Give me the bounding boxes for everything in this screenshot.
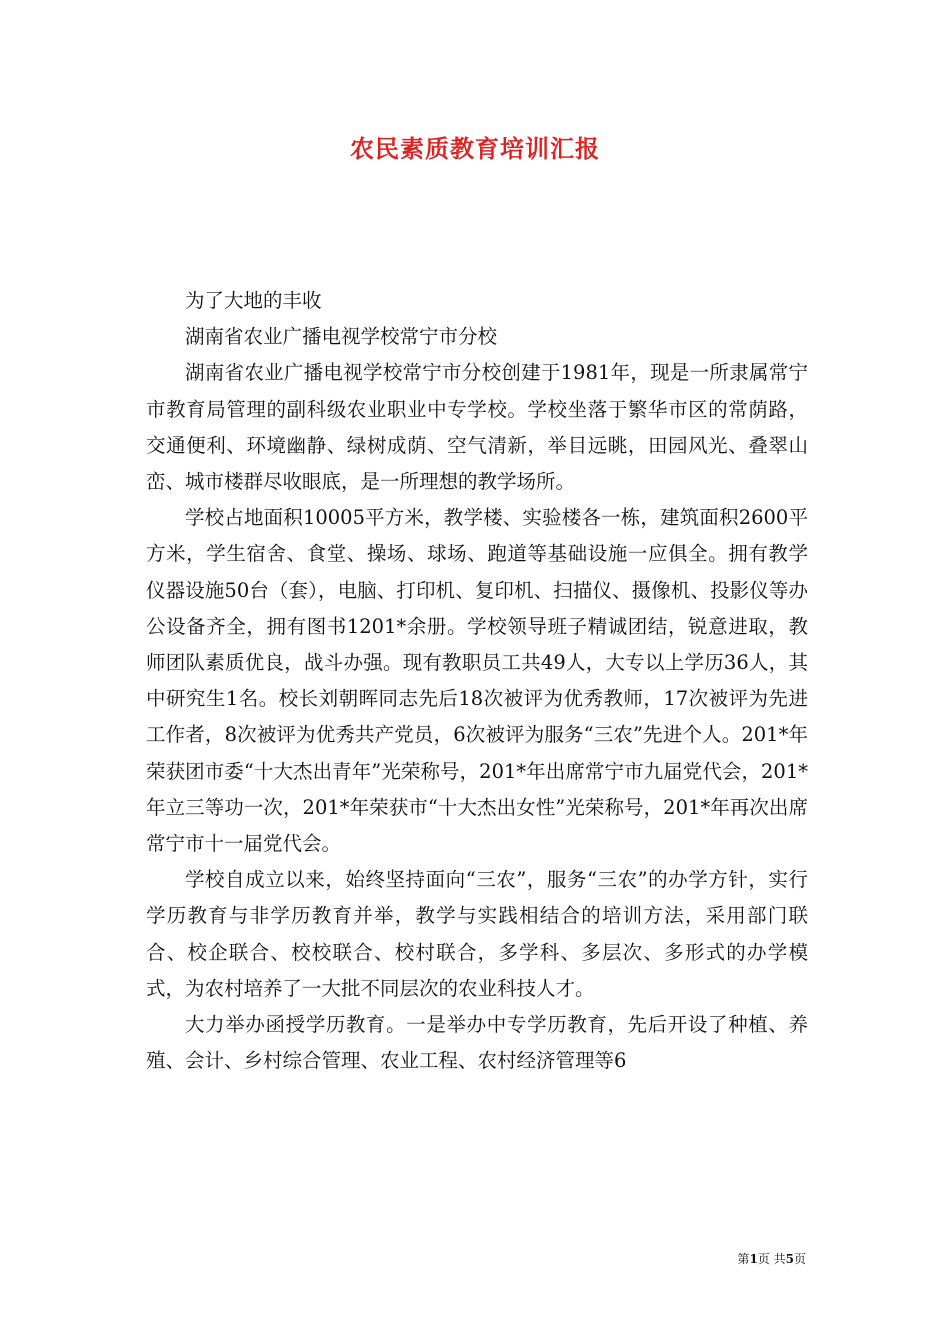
- paragraph-school-name: 湖南省农业广播电视学校常宁市分校: [185, 325, 498, 349]
- document-body: [146, 283, 808, 1079]
- paragraph-mission: 学校自成立以来，始终坚持面向“三农”，服务“三农”的办学方针，实行学历教育与非学历教育并举，教学与实践相结合的培训方法，采用部门联合、校企联合、校校联合、校村联合，多学科、多层次、多形式的办学模式，为农村培养了一大批不同层次的农业科技人才。: [146, 868, 808, 1000]
- paragraph-facilities: 学校占地面积10005平方米，教学楼、实验楼各一栋，建筑面积2600平方米，学生宿舍、食堂、操场、球场、跑道等基础设施一应俱全。拥有教学仪器设施50台（套），电脑、打印机、复印机、扫描仪、摄像机、投影仪等办公设备齐全，拥有图书1201*余册。学校领导班子精诚团结，锐意进取，教师团队素质优良，战斗办强。现有教职员工共49人，大专以上学历36人，其中研究生1名。校长刘朝晖同志先后18次被评为优秀教师，17次被评为先进工作者，8次被评为优秀共产党员，6次被评为服务“三农”先进个人。201*年荣获团市委“十大杰出青年”光荣称号，201*年出席常宁市九届党代会，201*年立三等功一次，201*年荣获市“十大杰出女性”光荣称号，201*年再次出席常宁市十一届党代会。: [146, 506, 808, 856]
- footer-middle: 页 共: [757, 1252, 786, 1266]
- paragraph-education: 大力举办函授学历教育。一是举办中专学历教育，先后开设了种植、养殖、会计、乡村综合管理、农业工程、农村经济管理等6: [146, 1013, 808, 1073]
- footer-total-pages: 5: [785, 1252, 794, 1266]
- paragraph-introduction: 湖南省农业广播电视学校常宁市分校创建于1981年，现是一所隶属常宁市教育局管理的副科级农业职业中专学校。学校坐落于繁华市区的常荫路，交通便利、环境幽静、绿树成荫、空气清新，举目远眺，田园风光、叠翠山峦、城市楼群尽收眼底，是一所理想的教学场所。: [146, 361, 808, 494]
- page-number-footer: [737, 1251, 806, 1267]
- paragraph-subtitle: 为了大地的丰收: [185, 289, 322, 312]
- footer-current-page: 1: [749, 1252, 758, 1266]
- footer-prefix: 第: [737, 1252, 750, 1266]
- footer-suffix: 页: [793, 1252, 806, 1266]
- document-title: 农民素质教育培训汇报: [350, 134, 600, 163]
